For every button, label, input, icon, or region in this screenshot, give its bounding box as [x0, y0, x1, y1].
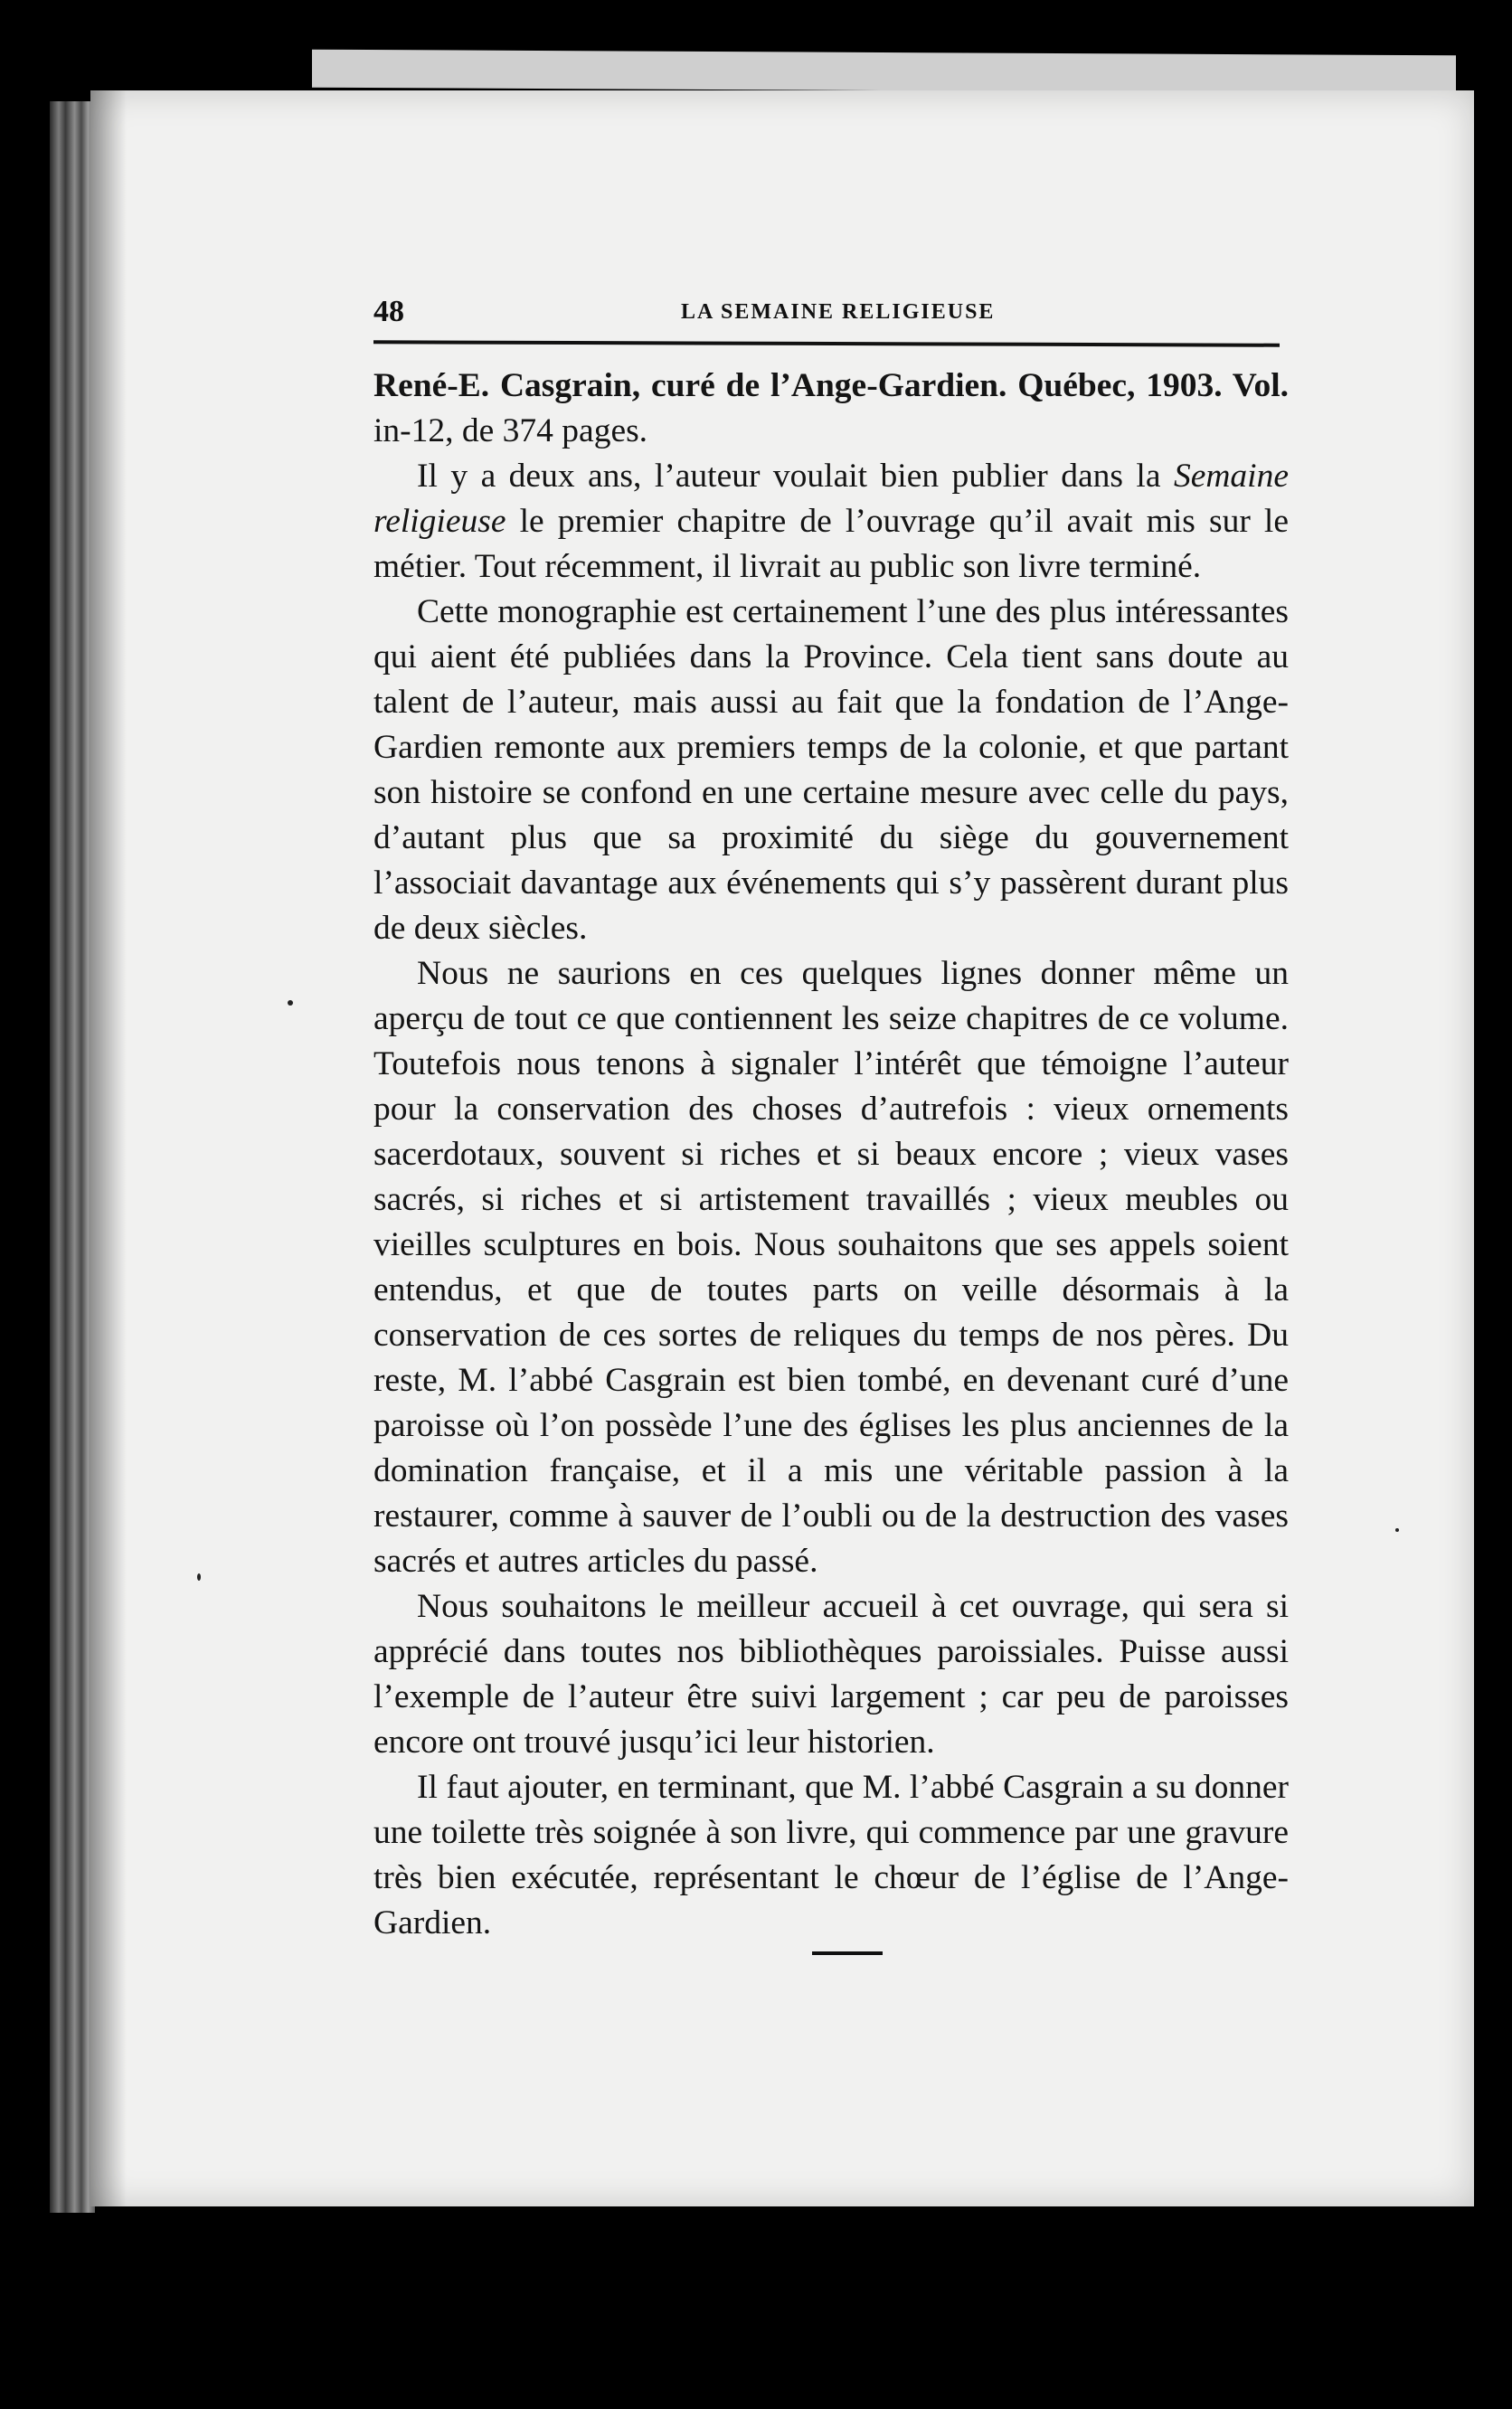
book-spine-edges [50, 101, 95, 2213]
page-number: 48 [373, 295, 404, 328]
gutter-shadow [90, 90, 127, 2206]
paragraph-5: Nous souhaitons le meilleur accueil à cet ouvrage, qui sera si apprécié dans toutes nos bibliothèques paroissiales. Puisse aussi l’exemple de l’auteur être suivi largement ; car peu de paroisses encore ont trouvé jusqu’ici leur historien. [373, 1588, 1289, 1761]
paragraph-1 [373, 364, 1289, 454]
page-top-edge [312, 50, 1456, 94]
running-head: LA SEMAINE RELIGIEUSE [681, 300, 996, 324]
paragraph-2-after: le premier chapitre de l’ouvrage qu’il avait mis sur le métier. Tout récemment, il livrait au public son livre terminé. [373, 503, 1289, 585]
article-body [373, 364, 1289, 1946]
paragraph-4: Nous ne saurions en ces quelques lignes donner même un aperçu de tout ce que contiennent les seize chapitres de ce volume. Toutefois nous tenons à signaler l’intérêt que témoigne l’auteur pour la conservation des choses d’autrefois : vieux ornements sacerdotaux, souvent si riches et si beaux encore ; vieux vases sacrés, si riches et si artistement travaillés ; vieux meubles ou vieilles sculptures en bois. Nous souhaitons que ses appels soient entendus, et que de toutes parts on veille désormais à la conservation de ces sortes de reliques du temps de nos pères. Du reste, M. l’abbé Casgrain est bien tombé, en devenant curé d’une paroisse où l’on possède l’une des églises les plus anciennes de la domination française, et il a mis une véritable passion à la restaurer, comme à sauver de l’oubli ou de la destruction des vases sacrés et autres articles du passé. [373, 955, 1289, 1580]
book-citation-details: in-12, de 374 pages. [373, 412, 648, 449]
end-rule [812, 1951, 883, 1955]
dust-speck [1395, 1528, 1399, 1532]
paragraph-2 [373, 454, 1289, 590]
paragraph-3: Cette monographie est certainement l’une des plus intéressantes qui aient été publiées dans la Province. Cela tient sans doute au talent de l’auteur, mais aussi au fait que la fondation de l’Ange-Gardien remonte aux premiers temps de la colonie, et que partant son histoire se confond en une certaine mesure avec celle du pays, d’autant plus que sa proximité du siège du gouvernement l’associait davantage aux événements qui s’y passèrent durant plus de deux siècles. [373, 593, 1289, 947]
dust-speck [197, 1573, 201, 1581]
paragraph-2-before: Il y a deux ans, l’auteur voulait bien publier dans la [417, 458, 1174, 495]
dust-speck [288, 1000, 293, 1006]
journal-title: Semaine religieuse [373, 458, 1289, 540]
page-header [373, 295, 1280, 342]
book-citation: René-E. Casgrain, curé de l’Ange-Gardien. Québec, 1903. Vol. [373, 367, 1289, 404]
paragraph-6: Il faut ajouter, en terminant, que M. l’abbé Casgrain a su donner une toilette très soignée à son livre, qui commence par une gravure très bien exécutée, représentant le chœur de l’église de l’Ange-Gardien. [373, 1769, 1289, 1941]
